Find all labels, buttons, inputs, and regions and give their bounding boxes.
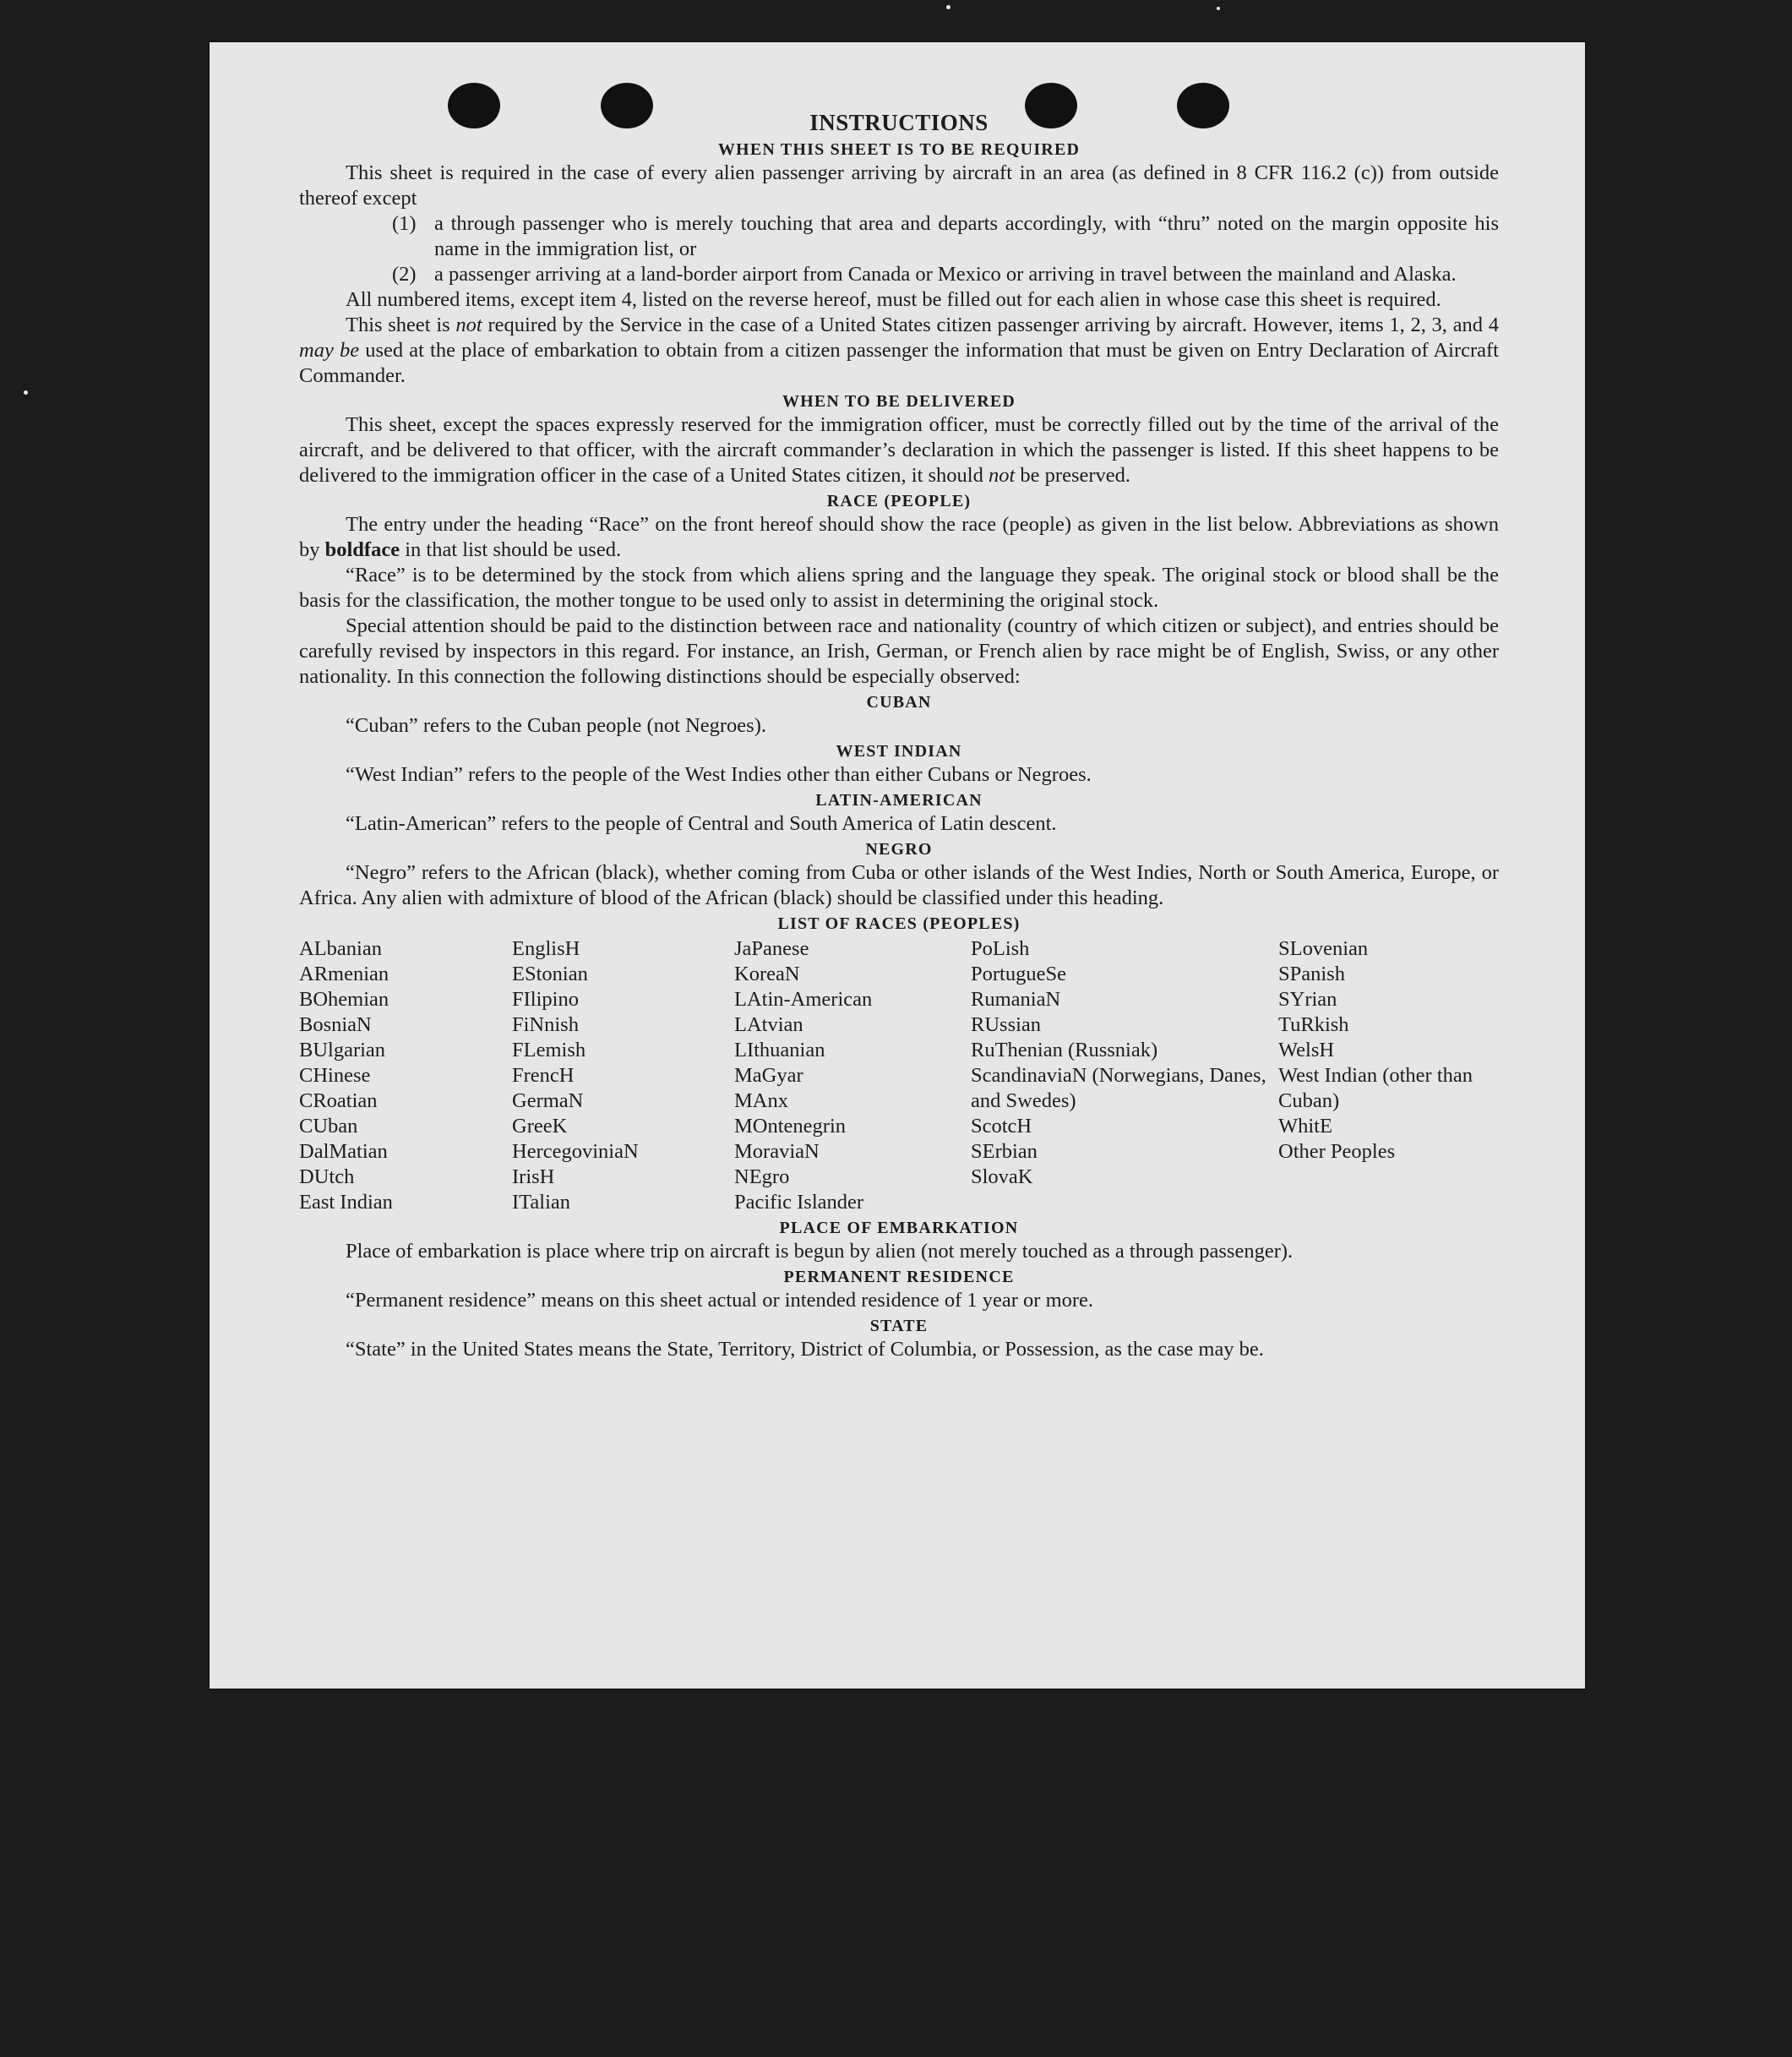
paragraph: All numbered items, except item 4, listed on the reverse hereof, must be filled out for each alien in whose case this sheet is required.	[346, 288, 1441, 311]
race-entry: RumaniaN	[971, 988, 1061, 1011]
race-entry: EStonian	[512, 963, 588, 985]
paragraph: “Race” is to be determined by the stock from which aliens spring and the language they speak. The original stock or blood shall be the basis for the classification, the mother tongue to be used only to assist in determining the original stock.	[299, 564, 1499, 612]
section-heading-residence: PERMANENT RESIDENCE	[783, 1268, 1015, 1286]
section-heading-embarkation: PLACE OF EMBARKATION	[779, 1219, 1019, 1237]
section-heading-delivered: WHEN TO BE DELIVERED	[782, 392, 1016, 411]
race-entry: BosniaN	[299, 1013, 372, 1036]
section-heading-required: WHEN THIS SHEET IS TO BE REQUIRED	[717, 140, 1081, 159]
race-entry: East Indian	[299, 1191, 393, 1214]
race-entry: BUlgarian	[299, 1039, 386, 1061]
race-entry: SErbian	[971, 1140, 1038, 1163]
page-title: INSTRUCTIONS	[809, 110, 989, 135]
race-entry: LAtvian	[734, 1013, 803, 1036]
paragraph: Special attention should be paid to the distinction between race and nationality (country of which citizen or subject), and entries should be carefully revised by inspectors in this regard. For instance, an Irish, German, or French alien by race might be of English, Swiss, or any other nationality. In this connection the following distinctions should be especially observed:	[299, 614, 1499, 688]
race-entry: SYrian	[1278, 988, 1337, 1011]
item-text: a passenger arriving at a land-border airport from Canada or Mexico or arriving in travel between the mainland and Alaska.	[434, 263, 1457, 286]
race-entry: FiNnish	[512, 1013, 579, 1036]
race-entry: NEgro	[734, 1165, 790, 1188]
paragraph: Place of embarkation is place where trip on aircraft is begun by alien (not merely touched as a through passenger).	[346, 1240, 1294, 1263]
race-entry: ScandinaviaN (Norwegians, Danes, and Swedes)	[971, 1064, 1266, 1112]
race-entry: WelsH	[1278, 1039, 1335, 1061]
paragraph: This sheet, except the spaces expressly reserved for the immigration officer, must be correctly filled out by the time of the arrival of the aircraft, and be delivered to that officer, with the aircraft commander’s declaration in which the passenger is listed. If this sheet happens to be delivered to the immigration officer in the case of a United States citizen, it should not be preserved.	[299, 413, 1499, 487]
race-entry: LAtin-American	[734, 988, 873, 1011]
race-entry: FLemish	[512, 1039, 586, 1061]
race-entry: MOntenegrin	[734, 1115, 846, 1138]
race-entry: HercegoviniaN	[512, 1140, 639, 1163]
race-entry: JaPanese	[734, 937, 809, 960]
paragraph: The entry under the heading “Race” on the front hereof should show the race (people) as given in the list below. Abbreviations as shown by boldface in that list should be used.	[299, 513, 1499, 561]
races-column	[512, 936, 734, 1215]
race-entry: CRoatian	[299, 1089, 378, 1112]
section-heading-west-indian: WEST INDIAN	[836, 742, 962, 761]
race-entry: PortugueSe	[971, 963, 1066, 985]
race-entry: EnglisH	[512, 937, 580, 960]
section-heading-race: RACE (PEOPLE)	[826, 492, 972, 510]
race-entry: SLovenian	[1278, 937, 1369, 960]
paragraph: “Negro” refers to the African (black), whether coming from Cuba or other islands of the West Indies, North or South America, Europe, or Africa. Any alien with admixture of blood of the African (black) should be classified under this heading.	[299, 861, 1499, 909]
race-entry: DUtch	[299, 1165, 355, 1188]
race-entry: RuThenian (Russniak)	[971, 1039, 1158, 1061]
scan-dust-mark	[1217, 7, 1220, 10]
paragraph: “State” in the United States means the State, Territory, District of Columbia, or Possession, as the case may be.	[346, 1338, 1264, 1361]
item-number: (1)	[392, 212, 417, 235]
section-heading-negro: NEGRO	[865, 840, 933, 859]
race-entry: PoLish	[971, 937, 1030, 960]
race-entry: SlovaK	[971, 1165, 1033, 1188]
race-entry: DalMatian	[299, 1140, 388, 1163]
race-entry: GermaN	[512, 1089, 584, 1112]
paragraph: This sheet is not required by the Service in the case of a United States citizen passenger arriving by aircraft. However, items 1, 2, 3, and 4 may be used at the place of embarkation to obtain from a citizen passenger the information that must be given on Entry Declaration of Aircraft Commander.	[299, 314, 1499, 387]
scan-dust-mark	[946, 5, 950, 9]
race-entry: ScotcH	[971, 1115, 1032, 1138]
paragraph: This sheet is required in the case of every alien passenger arriving by aircraft in an area (as defined in 8 CFR 116.2 (c)) from outside thereof except	[299, 161, 1499, 210]
race-entry: ALbanian	[299, 937, 382, 960]
item-text: a through passenger who is merely touching that area and departs accordingly, with “thru” noted on the margin opposite his name in the immigration list, or	[434, 212, 1499, 260]
race-entry: ARmenian	[299, 963, 389, 985]
race-entry: WhitE	[1278, 1115, 1332, 1138]
race-entry: MaGyar	[734, 1064, 803, 1087]
race-entry: FIlipino	[512, 988, 579, 1011]
race-entry: West Indian (other than Cuban)	[1278, 1064, 1473, 1112]
race-entry: Other Peoples	[1278, 1140, 1396, 1163]
race-entry: FrencH	[512, 1064, 575, 1087]
races-column	[1278, 936, 1498, 1215]
section-heading-cuban: CUBAN	[866, 693, 932, 712]
race-entry: CUban	[299, 1115, 358, 1138]
race-entry: ITalian	[512, 1191, 571, 1214]
races-column	[971, 936, 1278, 1215]
race-entry: BOhemian	[299, 988, 389, 1011]
races-column	[734, 936, 971, 1215]
race-entry: IrisH	[512, 1165, 555, 1188]
list-item	[392, 211, 1499, 262]
paragraph: “Permanent residence” means on this sheet actual or intended residence of 1 year or more.	[346, 1289, 1094, 1312]
section-heading-latin-american: LATIN-AMERICAN	[815, 791, 983, 810]
race-entry: GreeK	[512, 1115, 568, 1138]
scan-dust-mark	[24, 390, 28, 395]
race-entry: RUssian	[971, 1013, 1042, 1036]
race-entry: MoraviaN	[734, 1140, 820, 1163]
races-column	[299, 936, 512, 1215]
race-entry: Pacific Islander	[734, 1191, 864, 1214]
race-entry: SPanish	[1278, 963, 1345, 985]
section-heading-state: STATE	[869, 1317, 929, 1335]
race-entry: LIthuanian	[734, 1039, 825, 1061]
race-entry: MAnx	[734, 1089, 788, 1112]
section-heading-list-of-races: LIST OF RACES (PEOPLES)	[777, 914, 1021, 933]
document-page	[210, 42, 1585, 1689]
item-number: (2)	[392, 263, 417, 286]
race-entry: KoreaN	[734, 963, 800, 985]
paragraph: “West Indian” refers to the people of the West Indies other than either Cubans or Negroes.	[346, 763, 1092, 786]
list-item	[392, 262, 1499, 287]
paragraph: “Cuban” refers to the Cuban people (not Negroes).	[346, 714, 766, 737]
race-entry: TuRkish	[1278, 1013, 1349, 1036]
race-entry: CHinese	[299, 1064, 371, 1087]
races-table	[299, 936, 1499, 1215]
paragraph: “Latin-American” refers to the people of Central and South America of Latin descent.	[346, 812, 1057, 835]
instructions-text	[299, 108, 1499, 1362]
